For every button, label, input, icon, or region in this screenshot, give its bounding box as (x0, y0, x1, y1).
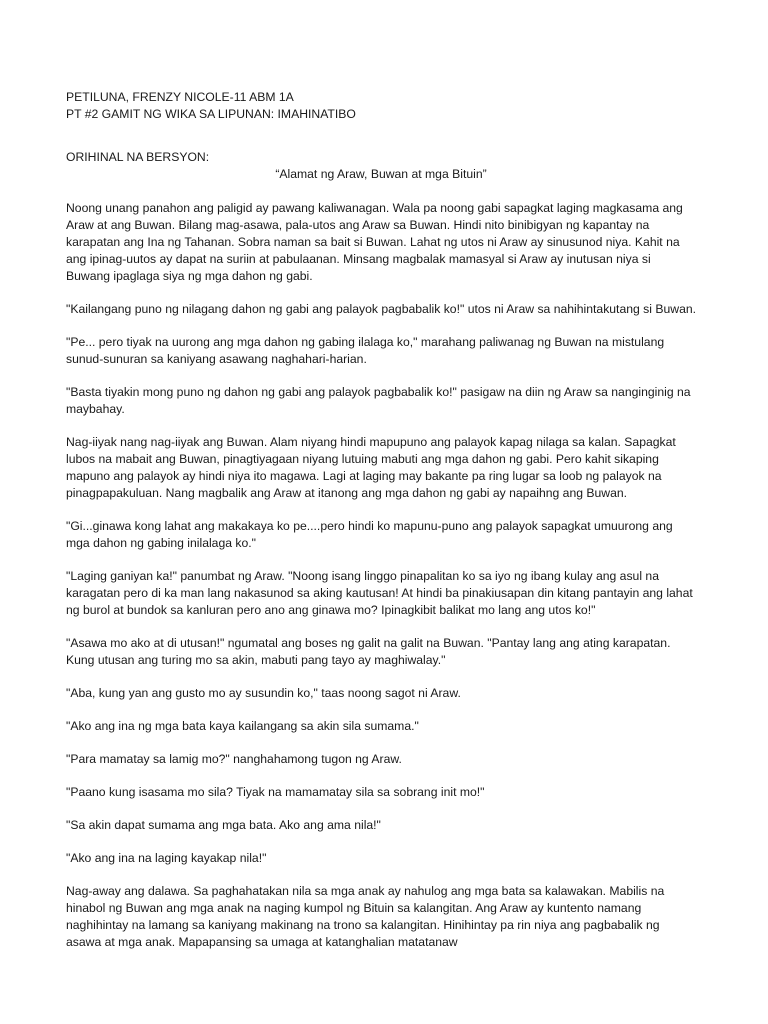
story-paragraph: "Ako ang ina ng mga bata kaya kailangang sa akin sila sumama." (66, 719, 419, 733)
story-paragraph: Noong unang panahon ang paligid ay pawang kaliwanagan. Wala pa noong gabi sapagkat laging magkasama ang Araw at ang Buwan. Bilang mag-asawa, pala-utos ang Araw sa Buwan. Hindi nito binibigyan ng kapantay na karapatan ang Ina ng Tahanan. Sobra naman sa bait si Buwan. Lahat ng utos ni Araw ay sinusunod niya. Kahit na ang ipinag-uutos ay dapat na suriin at pabulaanan. Minsang magbalak mamasyal si Araw ay inutusan niya si Buwang ipaglaga siya ng mga dahon ng gabi. (66, 201, 683, 283)
document-body (66, 89, 696, 967)
section-label: ORIHINAL NA BERSYON: (66, 150, 210, 164)
story-paragraph: "Sa akin dapat sumama ang mga bata. Ako ang ama nila!" (66, 818, 381, 832)
story-paragraph: "Aba, kung yan ang gusto mo ay susundin ko," taas noong sagot ni Araw. (66, 686, 461, 700)
story-title: “Alamat ng Araw, Buwan at mga Bituin” (275, 167, 487, 181)
student-name-line: PETILUNA, FRENZY NICOLE-11 ABM 1A (66, 90, 294, 104)
story-paragraph: "Pe... pero tiyak na uurong ang mga dahon ng gabing ilalaga ko," marahang paliwanag ng Buwan na mistulang sunud-sunuran sa kaniyang asawang naghahari-harian. (66, 335, 665, 366)
story-paragraph: "Asawa mo ako at di utusan!" ngumatal ang boses ng galit na galit na Buwan. "Pantay lang ang ating karapatan. Kung utusan ang turing mo sa akin, mabuti pang tayo ay maghiwalay." (66, 636, 671, 667)
story-paragraph: "Para mamatay sa lamig mo?" nanghahamong tugon ng Araw. (66, 752, 402, 766)
story-paragraph: "Paano kung isasama mo sila? Tiyak na mamamatay sila sa sobrang init mo!" (66, 785, 485, 799)
story-paragraph: "Gi...ginawa kong lahat ang makakaya ko pe....pero hindi ko mapunu-puno ang palayok sapagkat umuurong ang mga dahon ng gabing inilalaga ko." (66, 519, 673, 550)
story-paragraph: "Laging ganiyan ka!" panumbat ng Araw. "Noong isang linggo pinapalitan ko sa iyo ng ibang kulay ang asul na karagatan pero di ka man lang nakasunod sa aking kautusan! At hindi ba pinakiusapan din kitang pantayin ang lahat ng burol at bundok sa kanluran pero ano ang ginawa mo? Ipinagkibit balikat mo lang ang utos ko!" (66, 569, 693, 617)
story-paragraph: Nag-away ang dalawa. Sa paghahatakan nila sa mga anak ay nahulog ang mga bata sa kalawakan. Mabilis na hinabol ng Buwan ang mga anak na naging kumpol ng Bituin sa kalangitan. Ang Araw ay kuntento namang naghihintay na lamang sa kaniyang makinang na trono sa kalangitan. Hinihintay pa rin niya ang pagbabalik ng asawa at mga anak. Mapapansing sa umaga at katanghalian matatanaw (66, 884, 665, 949)
story-paragraph: "Ako ang ina na laging kayakap nila!" (66, 851, 267, 865)
story-paragraph: "Kailangang puno ng nilagang dahon ng gabi ang palayok pagbabalik ko!" utos ni Araw sa nahihintakutang si Buwan. (66, 302, 697, 316)
story-paragraph: "Basta tiyakin mong puno ng dahon ng gabi ang palayok pagbabalik ko!" pasigaw na diin ng Araw sa nanginginig na maybahay. (66, 385, 691, 416)
task-title-line: PT #2 GAMIT NG WIKA SA LIPUNAN: IMAHINATIBO (66, 107, 356, 121)
story-paragraph: Nag-iiyak nang nag-iiyak ang Buwan. Alam niyang hindi mapupuno ang palayok kapag nilaga sa kalan. Sapagkat lubos na mabait ang Buwan, pinagtiyagaan niyang lutuing mabuti ang mga dahon ng gabi. Pero kahit sikaping mapuno ang palayok ay hindi niya ito magawa. Lagi at laging may bakante pa ring lugar sa loob ng palayok na pinagpapakuluan. Nang magbalik ang Araw at itanong ang mga dahon ng gabi ay napaihng ang Buwan. (66, 435, 676, 500)
